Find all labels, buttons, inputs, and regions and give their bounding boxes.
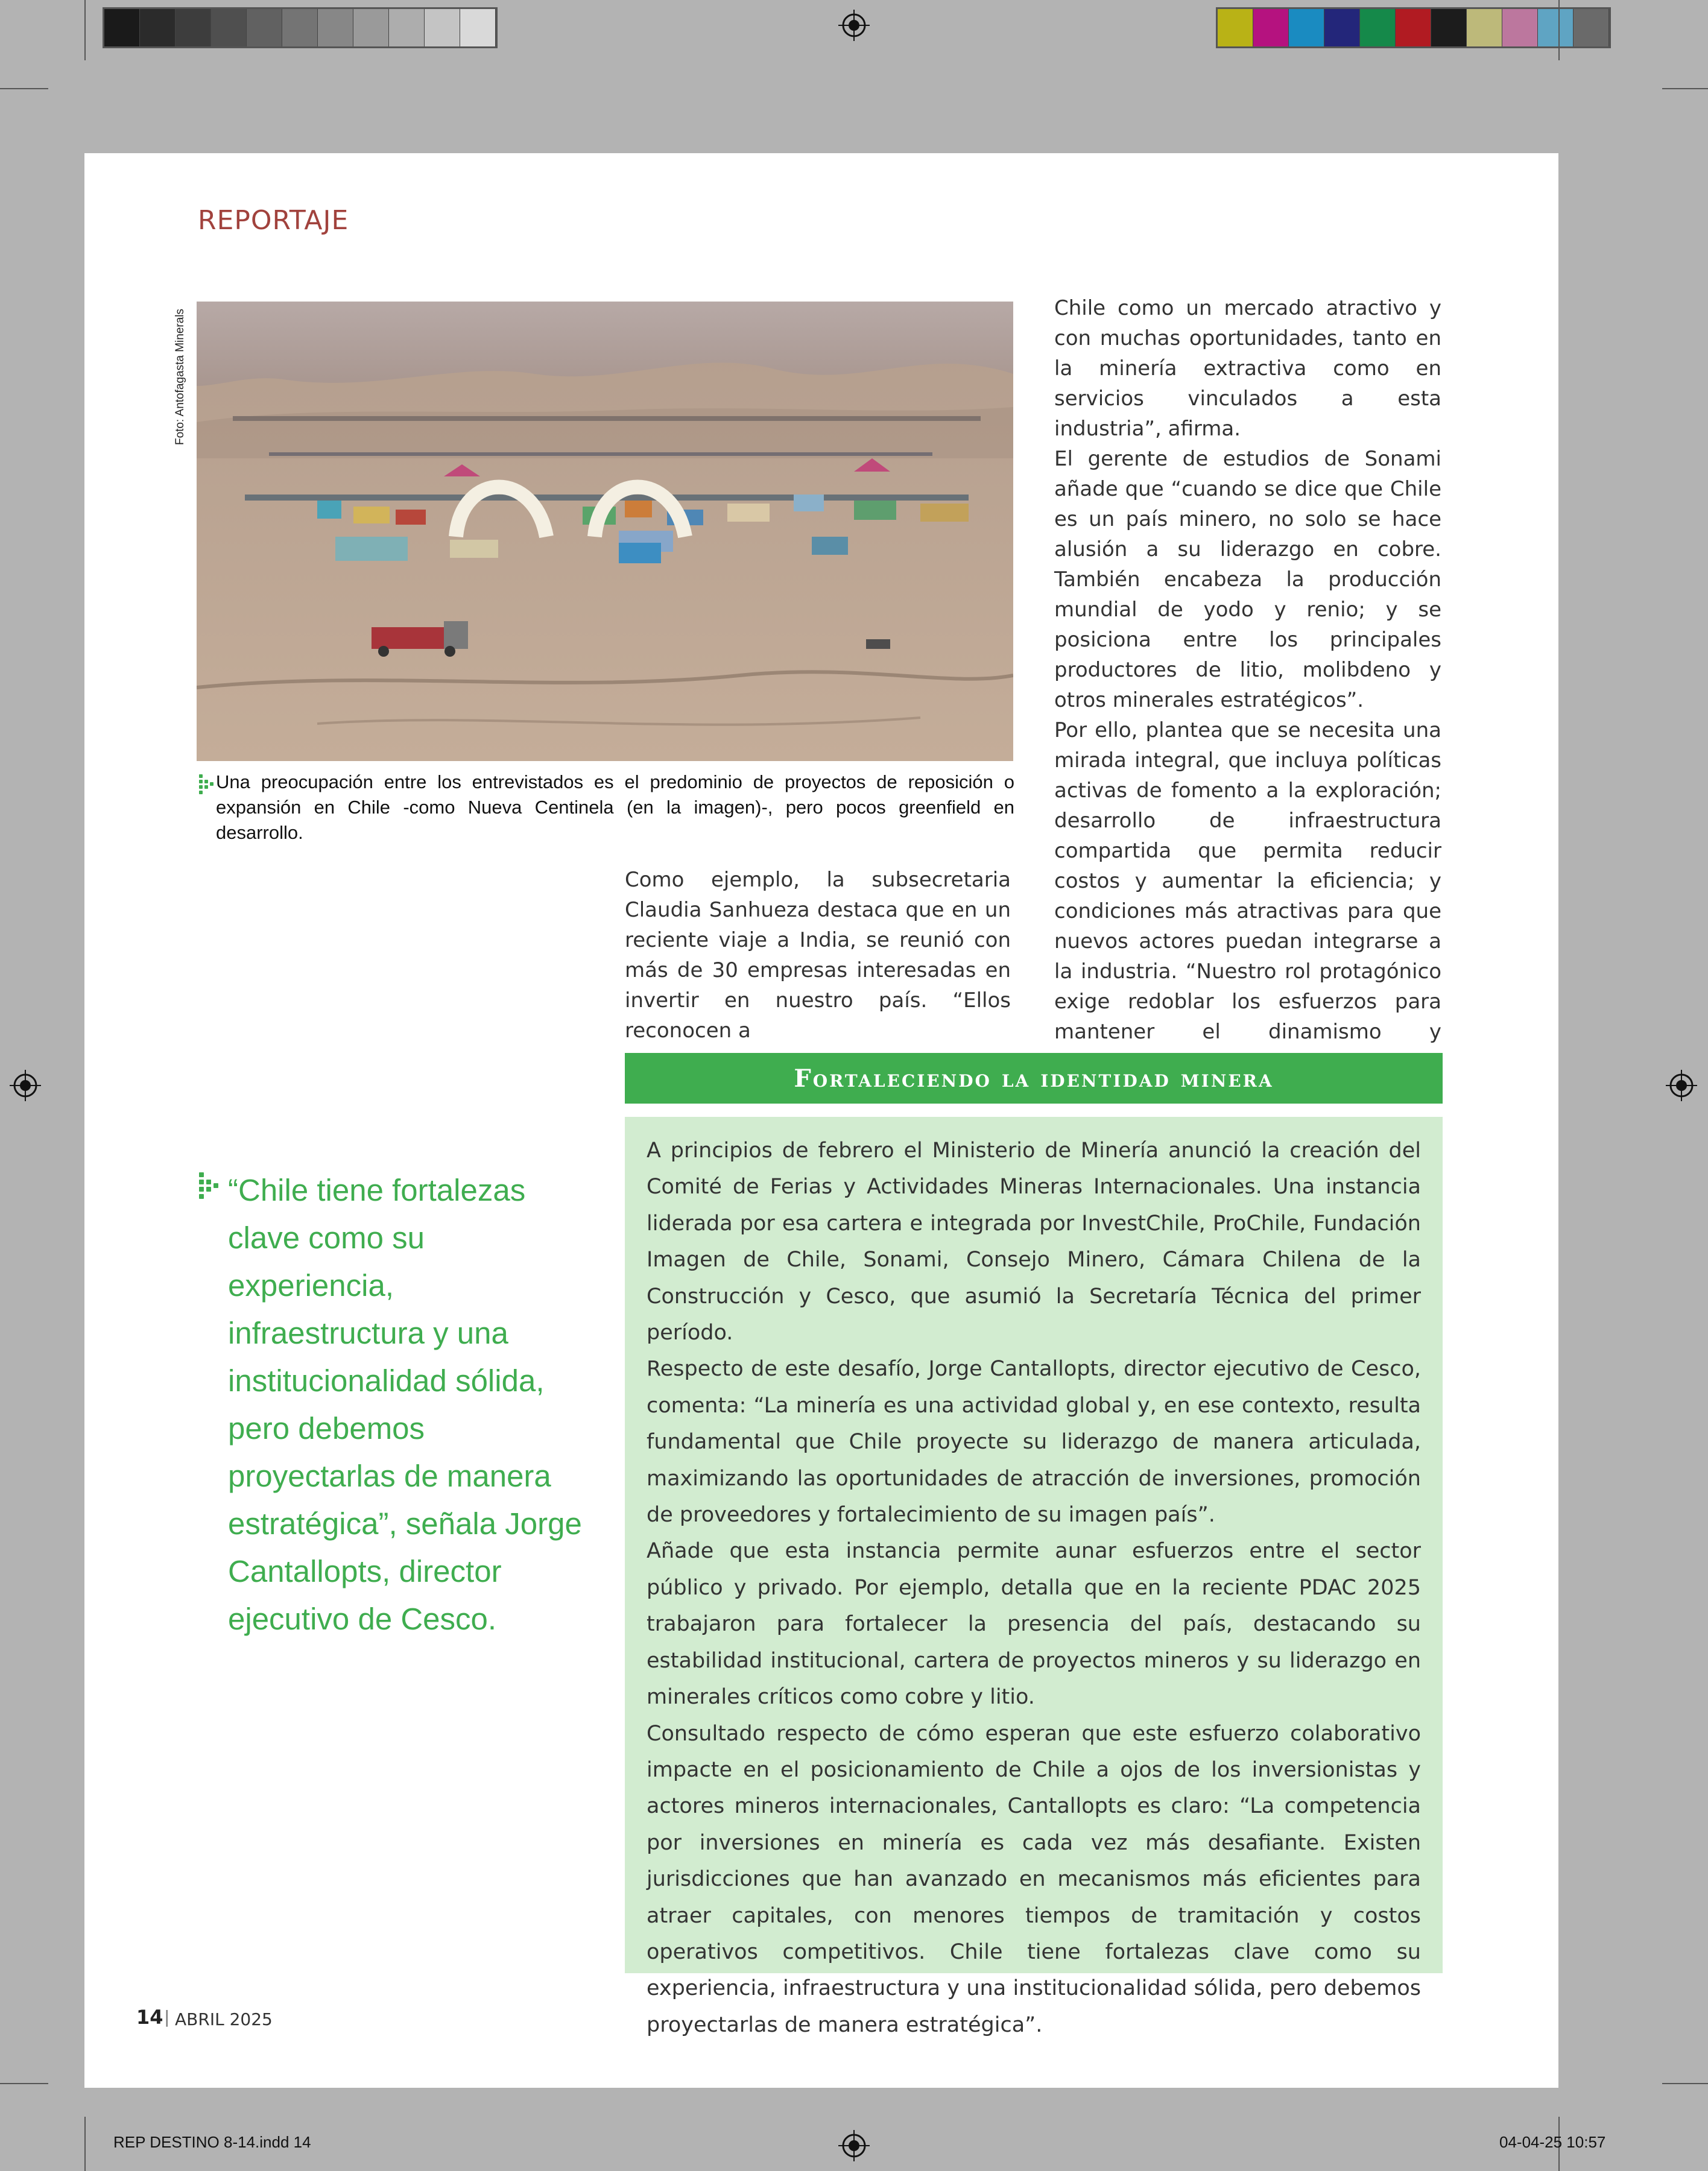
issue-date: ABRIL 2025 — [175, 2009, 273, 2029]
registration-mark-icon — [838, 10, 870, 41]
crop-mark — [1558, 0, 1560, 60]
article-paragraph: Chile como un mercado atractivo y con muchas oportunidades, tanto en la minería extractiva como en servicios vinculados a esta industria”, afirma. — [1054, 296, 1441, 441]
color-swatch — [1502, 9, 1538, 46]
color-swatch — [211, 9, 247, 46]
registration-mark-icon — [838, 2130, 870, 2161]
color-swatch — [1253, 9, 1289, 46]
color-calibration-bar — [1216, 7, 1611, 48]
color-swatch — [1396, 9, 1431, 46]
color-swatch — [1431, 9, 1467, 46]
section-label: REPORTAJE — [198, 205, 349, 236]
footer-separator: | — [164, 2007, 170, 2027]
color-swatch — [460, 9, 496, 46]
color-swatch — [318, 9, 353, 46]
color-swatch — [1538, 9, 1574, 46]
registration-mark-icon — [1666, 1070, 1697, 1101]
color-swatch — [389, 9, 425, 46]
sidebar-paragraph: Consultado respecto de cómo esperan que este esfuerzo colaborativo impacte en el posicionamiento de Chile a ojos de los inversionistas y actores mineros internacionales, Cantallopts es claro: “La competencia por inversiones en minería es cada vez más desafiante. Existen jurisdicciones que han avanzado en mecanismos más eficientes para atraer capitales, con menores tiempos de tramitación y costos operativos competitivos. Chile tiene fortalezas clave como su experiencia, infraestructura y una institucionalidad sólida, pero debemos proyectarlas de manera estratégica”. — [647, 1721, 1421, 2037]
caption-bullet-icon — [199, 774, 215, 794]
sidebar-paragraph: Añade que esta instancia permite aunar esfuerzos entre el sector público y privado. Por ejemplo, detalla que en la reciente PDAC 2025 trabajaron para fortalecer la presencia del país, destacando su estabilidad institucional, cartera de proyectos mineros y su liderazgo en minerales críticos como cobre y litio. — [647, 1539, 1421, 1710]
color-swatch — [247, 9, 282, 46]
pull-quote: “Chile tiene fortalezas clave como su experiencia, infraestructura y una institucionalidad sólida, pero debemos proyectarlas de manera estratégica”, señala Jorge Cantallopts, director ejecutivo de Cesco. — [228, 1173, 582, 1636]
crop-mark — [0, 2083, 48, 2084]
color-swatch — [282, 9, 318, 46]
color-swatch — [1467, 9, 1502, 46]
crop-mark — [1662, 88, 1708, 89]
crop-mark — [84, 2117, 86, 2171]
article-column-right — [1054, 293, 1441, 1077]
article-paragraph: Como ejemplo, la subsecretaria Claudia Sanhueza destaca que en un reciente viaje a India, se reunió con más de 30 empresas interesadas en invertir en nuestro país. “Ellos reconocen a — [625, 868, 1011, 1043]
color-swatch — [425, 9, 460, 46]
gray-calibration-bar — [103, 7, 498, 48]
sidebar-box — [625, 1117, 1443, 2037]
photo-credit: Foto: Antofagasta Minerals — [174, 308, 186, 445]
photo-caption: Una preocupación entre los entrevistados es el predominio de proyectos de reposición o expansión en Chile -como Nueva Centinela (en la imagen)-, pero pocos greenfield en desarrollo. — [216, 771, 1014, 843]
crop-mark — [84, 0, 86, 60]
quote-bullet-icon — [199, 1172, 221, 1200]
crop-mark — [1662, 2083, 1708, 2084]
crop-mark — [0, 88, 48, 89]
article-paragraph: Por ello, plantea que se necesita una mirada integral, que incluya políticas activas de fomento a la exploración; desarrollo de infraestructura compartida que permita reducir costos y aumentar la eficiencia; y condiciones más atractivas para que nuevos actores puedan integrarse a la industria. “Nuestro rol protagónico exige redoblar los esfuerzos para mantener el dinamismo y — [1054, 718, 1441, 1044]
registration-mark-icon — [10, 1070, 41, 1101]
color-swatch — [1324, 9, 1360, 46]
magazine-page — [84, 153, 1558, 2088]
page-number: 14 — [136, 2006, 163, 2029]
color-swatch — [140, 9, 176, 46]
article-paragraph: El gerente de estudios de Sonami añade que “cuando se dice que Chile es un país minero, no solo se hace alusión a su liderazgo en cobre. También encabeza la producción mundial de yodo y renio; y se posiciona entre los principales productores de litio, molibdeno y otros minerales estratégicos”. — [1054, 447, 1441, 712]
color-swatch — [104, 9, 140, 46]
color-swatch — [1360, 9, 1396, 46]
sidebar-paragraph: A principios de febrero el Ministerio de Minería anunció la creación del Comité de Ferias y Actividades Mineras Internacionales. Una instancia liderada por esa cartera e integrada por InvestChile, ProChile, Fundación Imagen de Chile, Sonami, Consejo Minero, Cámara Chilena de la Construcción y Cesco, que asumió la Secretaría Técnica del primer período. — [647, 1139, 1421, 1345]
color-swatch — [176, 9, 211, 46]
print-slug-timestamp: 04-04-25 10:57 — [1499, 2133, 1606, 2151]
mining-site-photo — [197, 302, 1013, 761]
article-column-middle — [625, 865, 1011, 1046]
print-slug-file: REP DESTINO 8-14.indd 14 — [113, 2133, 311, 2151]
sidebar-paragraph: Respecto de este desafío, Jorge Cantallopts, director ejecutivo de Cesco, comenta: “La minería es una actividad global y, en ese contexto, resulta fundamental que Chile proyecte su liderazgo de manera articulada, maximizando las oportunidades de atracción de inversiones, promoción de proveedores y fortalecimiento de su imagen país”. — [647, 1357, 1421, 1528]
sidebar-box-title: Fortaleciendo la identidad minera — [625, 1053, 1443, 1104]
color-swatch — [1289, 9, 1324, 46]
color-swatch — [1218, 9, 1253, 46]
color-swatch — [353, 9, 389, 46]
color-swatch — [1574, 9, 1609, 46]
